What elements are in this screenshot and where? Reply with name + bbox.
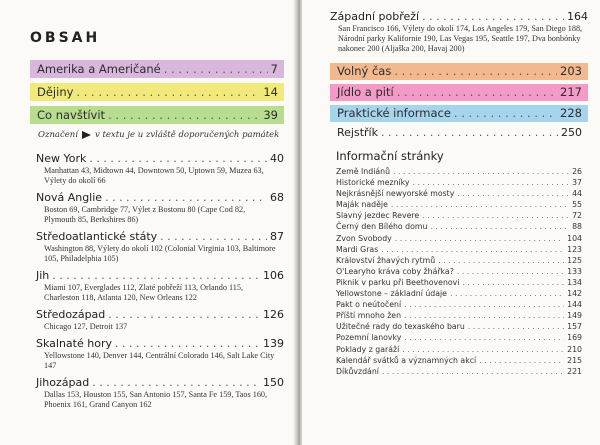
- leader-dots: [115, 337, 260, 351]
- info-label: Království žhavých rytmů: [336, 255, 436, 265]
- region-page: 68: [270, 191, 284, 204]
- info-item: [330, 277, 588, 288]
- info-page: 104: [567, 233, 582, 243]
- info-page: 210: [567, 344, 582, 354]
- region-page: 164: [567, 10, 588, 23]
- leader-dots: [381, 126, 558, 139]
- info-label: Kalendář svátků a významných akcí: [336, 355, 477, 365]
- info-page: 215: [567, 355, 582, 365]
- leader-dots: [164, 60, 268, 78]
- info-page: 144: [567, 300, 582, 310]
- region-page: 126: [263, 308, 284, 321]
- info-label: Mardi Gras: [336, 244, 379, 254]
- info-label: Díkůvzdání: [336, 366, 379, 376]
- info-page: 72: [572, 211, 582, 221]
- info-list: [330, 166, 588, 377]
- region-page: 150: [263, 376, 284, 389]
- bar-label: Volný čas: [337, 64, 392, 78]
- legend-note: [38, 130, 284, 140]
- info-label: Užitečné rady do texaského baru: [336, 322, 465, 332]
- bar-page: 14: [263, 85, 278, 99]
- info-label: Příští mnoho žen: [336, 311, 402, 321]
- info-item: [330, 332, 588, 343]
- bar-page: 203: [560, 64, 582, 78]
- leader-dots: [404, 299, 564, 310]
- region-subentries: Dallas 153, Houston 155, San Antonio 157, Santa Fe 159, Taos 160, Phoenix 161, Grand Canyon 162: [44, 390, 268, 409]
- leader-dots: [457, 188, 569, 199]
- bar-label: Jídlo a pití: [337, 85, 394, 99]
- region-page: 40: [270, 152, 284, 165]
- index-entry: [330, 126, 588, 139]
- info-page: 134: [567, 277, 582, 287]
- info-page: 133: [567, 266, 582, 276]
- region-entry: [30, 152, 284, 186]
- bar-volny-cas: [330, 63, 588, 80]
- info-item: [330, 244, 588, 255]
- info-item: [330, 188, 588, 199]
- info-label: Maják naděje: [336, 200, 388, 210]
- info-item: [330, 233, 588, 244]
- leader-dots: [394, 63, 557, 80]
- leader-dots: [454, 105, 557, 122]
- bar-amerika: [30, 60, 284, 78]
- bar-page: 39: [263, 108, 278, 122]
- region-subentries: Yellowstone 140, Denver 144, Centrální Colorado 146, Salt Lake City 147: [44, 351, 275, 370]
- info-page: 142: [567, 289, 582, 299]
- info-item: [330, 177, 588, 188]
- region-name: Západní pobřeží: [330, 10, 420, 23]
- leader-dots: [76, 83, 260, 101]
- leader-dots: [404, 332, 564, 343]
- leader-dots: [457, 266, 564, 277]
- region-subentries: Washington 88, Výlety do okolí 102 (Colonial Virginia 103, Baltimore 105, Philadelphia 105): [44, 244, 276, 263]
- info-label: Nejkrásnější newyorské mosty: [336, 189, 455, 199]
- leader-dots: [468, 321, 564, 332]
- region-page: 87: [270, 230, 284, 243]
- leader-dots: [52, 269, 260, 283]
- arrow-marker-icon: [82, 131, 91, 139]
- leader-dots: [92, 376, 260, 390]
- info-section-title: Informační stránky: [336, 149, 444, 163]
- region-name: Jihozápad: [36, 376, 90, 389]
- bar-page: 228: [560, 106, 582, 120]
- region-name: Středoatlantické státy: [36, 230, 158, 243]
- info-item: [330, 221, 588, 232]
- leader-dots: [430, 221, 569, 232]
- region-subentries: Boston 69, Cambridge 77, Výlet z Bostonu 80 (Cape Cod 82, Plymouth 85, Berkshires 86): [44, 205, 246, 224]
- bar-label: Amerika a Američané: [37, 62, 161, 76]
- region-entry: [30, 191, 284, 225]
- region-entry: [30, 337, 284, 371]
- leader-dots: [450, 288, 564, 299]
- info-label: Pozemní lanovky: [336, 333, 402, 343]
- region-subentries: Manhattan 43, Midtown 44, Downtown 50, Uptown 59, Muzea 63, Výlety do okolí 66: [44, 166, 264, 185]
- info-label: Černý den Bílého domu: [336, 222, 428, 232]
- region-name: New York: [36, 152, 87, 165]
- info-item: [330, 321, 588, 332]
- leader-dots: [108, 106, 260, 124]
- info-item: [330, 299, 588, 310]
- index-page: 250: [561, 126, 582, 139]
- bar-co-navstivit: [30, 106, 284, 124]
- leader-dots: [422, 10, 564, 24]
- info-page: 55: [572, 200, 582, 210]
- info-item: [330, 255, 588, 266]
- index-label: Rejstřík: [337, 126, 378, 139]
- leader-dots: [438, 255, 564, 266]
- right-page: [302, 0, 600, 445]
- bar-page: 217: [560, 85, 582, 99]
- leader-dots: [108, 308, 260, 322]
- info-item: [330, 166, 588, 177]
- info-item: [330, 199, 588, 210]
- bar-prakticke-informace: [330, 105, 588, 122]
- region-name: Jih: [36, 269, 50, 282]
- info-page: 149: [567, 311, 582, 321]
- info-label: O'Learyho kráva coby žhářka?: [336, 266, 454, 276]
- region-entry: [30, 308, 284, 332]
- leader-dots: [413, 177, 570, 188]
- region-entry: [30, 230, 284, 264]
- region-subentries: Miami 107, Everglades 112, Zlaté pobřeží 113, Orlando 115, Charleston 118, Atlanta 120, New Orleans 122: [44, 283, 244, 302]
- region-entry: [330, 10, 588, 24]
- leader-dots: [397, 84, 557, 101]
- info-label: Zvon Svobody: [336, 233, 392, 243]
- region-page: 106: [263, 269, 284, 282]
- region-name: Středozápad: [36, 308, 106, 321]
- leader-dots: [89, 152, 267, 166]
- contents-title: OBSAH: [30, 30, 101, 46]
- bar-label: Praktické informace: [337, 106, 451, 120]
- info-item: [330, 310, 588, 321]
- info-label: Historické mezníky: [336, 178, 410, 188]
- region-entry: [30, 269, 284, 303]
- region-page: 139: [263, 337, 284, 350]
- leader-dots: [105, 191, 267, 205]
- info-item: [330, 366, 588, 377]
- leader-dots: [395, 233, 564, 244]
- leader-dots: [422, 210, 569, 221]
- leader-dots: [462, 277, 564, 288]
- info-page: 88: [572, 222, 582, 232]
- info-page: 221: [567, 366, 582, 376]
- info-page: 44: [572, 189, 582, 199]
- legend-prefix: Označení: [38, 130, 78, 140]
- info-item: [330, 355, 588, 366]
- leader-dots: [381, 244, 564, 255]
- bar-jidlo-a-piti: [330, 84, 588, 101]
- leader-dots: [479, 355, 564, 366]
- info-page: 26: [572, 167, 582, 176]
- bar-label: Co navštívit: [37, 108, 106, 122]
- info-item: [330, 210, 588, 221]
- region-subentries: San Francisco 166, Výlety do okolí 174, Los Angeles 179, San Diego 188, Národní parky Kalifornie 190, Las Vegas 195, Seattle 197, Dva bonbónky nakonec 200 (Aljaška 200, Havaj 200): [338, 24, 583, 53]
- region-name: Skalnaté hory: [36, 337, 112, 350]
- region-name: Nová Anglie: [36, 191, 103, 204]
- leader-dots: [402, 344, 564, 355]
- leader-dots: [393, 166, 569, 177]
- info-label: Slavný jezdec Revere: [336, 211, 420, 221]
- leader-dots: [391, 199, 569, 210]
- leader-dots: [404, 310, 564, 321]
- info-label: Yellowstone – základní údaje: [336, 289, 447, 299]
- info-page: 157: [567, 322, 582, 332]
- info-item: [330, 266, 588, 277]
- info-page: 37: [572, 178, 582, 188]
- info-label: Poklady z garáží: [336, 344, 400, 354]
- leader-dots: [160, 230, 267, 244]
- bar-label: Dějiny: [37, 85, 74, 99]
- bar-page: 7: [270, 62, 278, 76]
- left-page: [0, 0, 296, 445]
- info-label: Pakt o neútočení: [336, 300, 402, 310]
- info-label: Země Indiánů: [336, 167, 391, 176]
- legend-suffix: v textu je u zvláště doporučených památek: [94, 130, 280, 140]
- bar-dejiny: [30, 83, 284, 101]
- info-page: 123: [567, 244, 582, 254]
- info-label: Piknik v parku při Beethovenovi: [336, 277, 460, 287]
- region-subentries: Chicago 127, Detroit 137: [44, 322, 128, 331]
- leader-dots: [382, 366, 564, 377]
- info-item: [330, 344, 588, 355]
- info-page: 169: [567, 333, 582, 343]
- info-item: [330, 288, 588, 299]
- region-entry: [30, 376, 284, 410]
- info-page: 125: [567, 255, 582, 265]
